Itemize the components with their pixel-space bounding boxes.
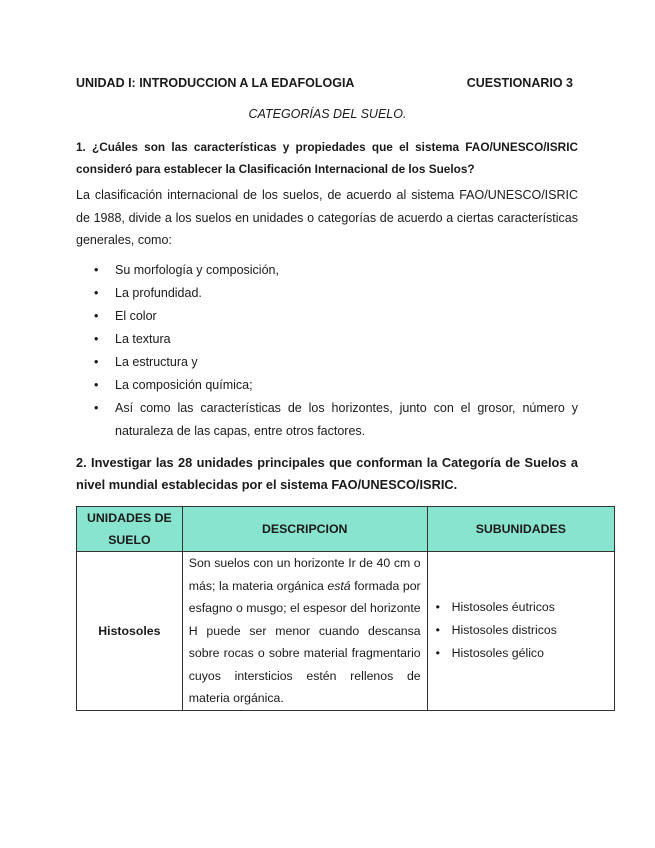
description-text-rest: formada por esfagno o musgo; el espesor del horizonte H puede ser menor cuando descansa sobre rocas o sobre material fragmentario cuyos intersticios estén rellenos de materia orgánica. [188, 578, 421, 705]
header-units: UNIDADES DE SUELO [77, 507, 183, 552]
list-item: • El color [76, 305, 578, 328]
list-item: • La textura [76, 328, 578, 351]
subunit-item: • Histosoles districos [434, 619, 608, 642]
soil-categories-table [76, 506, 615, 711]
table-header-row [77, 507, 615, 552]
subunit-item: • Histosoles gélico [434, 642, 608, 665]
list-item: • Así como las características de los horizontes, junto con el grosor, número y naturaleza de las capas, entre otros factores. [76, 397, 578, 443]
table-row [77, 552, 615, 711]
soil-unit-description [182, 552, 427, 711]
subunits-list [434, 596, 608, 665]
question-1: 1. ¿Cuáles son las características y propiedades que el sistema FAO/UNESCO/ISRIC consideró para establecer la Clasificación Internacional de los Suelos? [76, 140, 578, 176]
answer-1-paragraph: La clasificación internacional de los suelos, de acuerdo al sistema FAO/UNESCO/ISRIC de 1988, divide a los suelos en unidades o categorías de acuerdo a ciertas características generales, como: [76, 188, 578, 247]
questionnaire-label: CUESTIONARIO 3 [466, 76, 573, 90]
page-header [76, 76, 578, 90]
section-subtitle: CATEGORÍAS DEL SUELO. [248, 107, 407, 121]
list-item: • La profundidad. [76, 282, 578, 305]
soil-unit-name: Histosoles [77, 552, 183, 711]
list-item: • La composición química; [76, 374, 578, 397]
unit-title: UNIDAD I: INTRODUCCION A LA EDAFOLOGIA [76, 76, 355, 90]
header-subunits: SUBUNIDADES [427, 507, 614, 552]
header-description: DESCRIPCION [182, 507, 427, 552]
soil-subunits-cell [427, 552, 614, 711]
characteristics-list [76, 259, 578, 443]
subunit-item: • Histosoles éutricos [434, 596, 608, 619]
description-italic: está [327, 578, 351, 593]
question-2: 2. Investigar las 28 unidades principales que conforman la Categoría de Suelos a nivel mundial establecidas por el sistema FAO/UNESCO/ISRIC. [76, 455, 578, 492]
description-text: Son suelos con un horizonte Ir de 40 cm o más; la materia orgánica [188, 556, 421, 593]
list-item: • La estructura y [76, 351, 578, 374]
list-item: • Su morfología y composición, [76, 259, 578, 282]
